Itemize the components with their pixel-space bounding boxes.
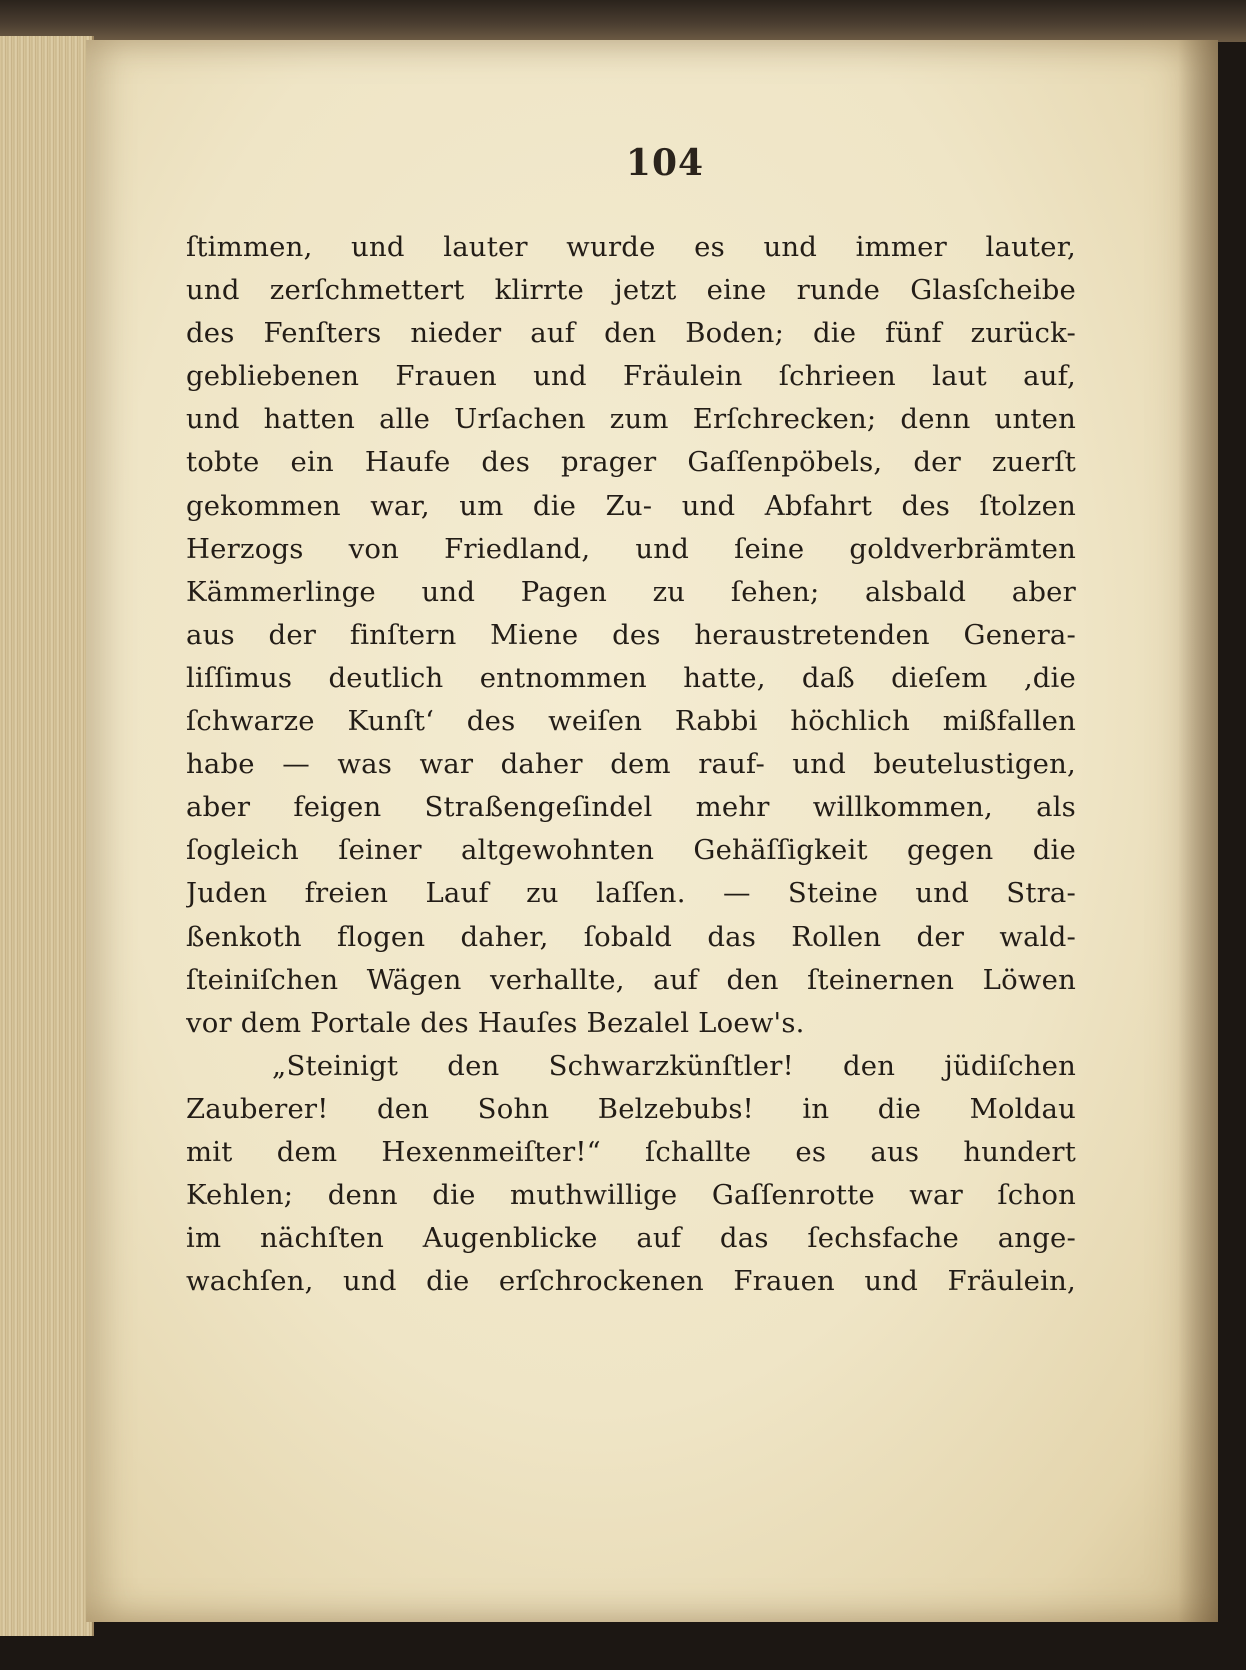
text-line: liſſimus deutlich entnommen hatte, daß dieſem ‚die [186, 661, 1076, 694]
text-line: Zauberer! den Sohn Belzebubs! in die Moldau [186, 1092, 1076, 1125]
book-top-edge [0, 0, 1246, 42]
text-line: habe — was war daher dem rauf- und beutelustigen, [186, 748, 1076, 781]
text-line: gekommen war, um die Zu- und Abfahrt des ſtolzen [186, 489, 1076, 522]
text-line: vor dem Portale des Hauſes Bezalel Loew's. [186, 1006, 805, 1039]
page-stack-edge [0, 36, 94, 1636]
text-line: Juden freien Lauf zu laſſen. — Steine und Stra- [186, 877, 1076, 910]
text-line: ſtimmen, und lauter wurde es und immer lauter, [186, 231, 1076, 263]
text-line: mit dem Hexenmeiſter!“ ſchallte es aus hundert [186, 1135, 1076, 1168]
text-line: Herzogs von Friedland, und ſeine goldverbrämten [186, 532, 1076, 565]
text-line: und zerſchmettert klirrte jetzt eine runde Glasſcheibe [186, 274, 1076, 307]
text-line: im nächſten Augenblicke auf das ſechsfache ange- [186, 1222, 1076, 1255]
text-line: Kämmerlinge und Pagen zu ſehen; alsbald aber [186, 575, 1076, 608]
text-line: aber feigen Straßengeſindel mehr willkommen, als [186, 791, 1076, 824]
page-number: 104 [625, 142, 705, 184]
page-gutter-shadow [1178, 40, 1218, 1622]
text-line: gebliebenen Frauen und Fräulein ſchrieen laut auf, [186, 360, 1076, 393]
text-line: „Steinigt den Schwarzkünſtler! den jüdiſchen [272, 1049, 1076, 1082]
text-line: des Fenſters nieder auf den Boden; die fünf zurück- [186, 317, 1076, 350]
text-line: ſogleich ſeiner altgewohnten Gehäſſigkeit gegen die [186, 834, 1076, 867]
text-line: und hatten alle Urſachen zum Erſchrecken; denn unten [186, 403, 1076, 436]
text-line: ßenkoth flogen daher, ſobald das Rollen der wald- [186, 920, 1076, 953]
text-line: Kehlen; denn die muthwillige Gaſſenrotte war ſchon [186, 1179, 1076, 1212]
text-line: ſchwarze Kunſt‘ des weiſen Rabbi höchlich mißfallen [186, 705, 1076, 738]
text-line: ſteiniſchen Wägen verhallte, auf den ſteinernen Löwen [186, 963, 1076, 996]
body-text [186, 226, 1076, 1303]
text-line: wachſen, und die erſchrockenen Frauen und Fräulein, [186, 1265, 1076, 1298]
text-line: aus der finſtern Miene des heraustretenden Genera- [186, 618, 1076, 651]
text-line: tobte ein Haufe des prager Gaſſenpöbels, der zuerſt [186, 446, 1076, 479]
